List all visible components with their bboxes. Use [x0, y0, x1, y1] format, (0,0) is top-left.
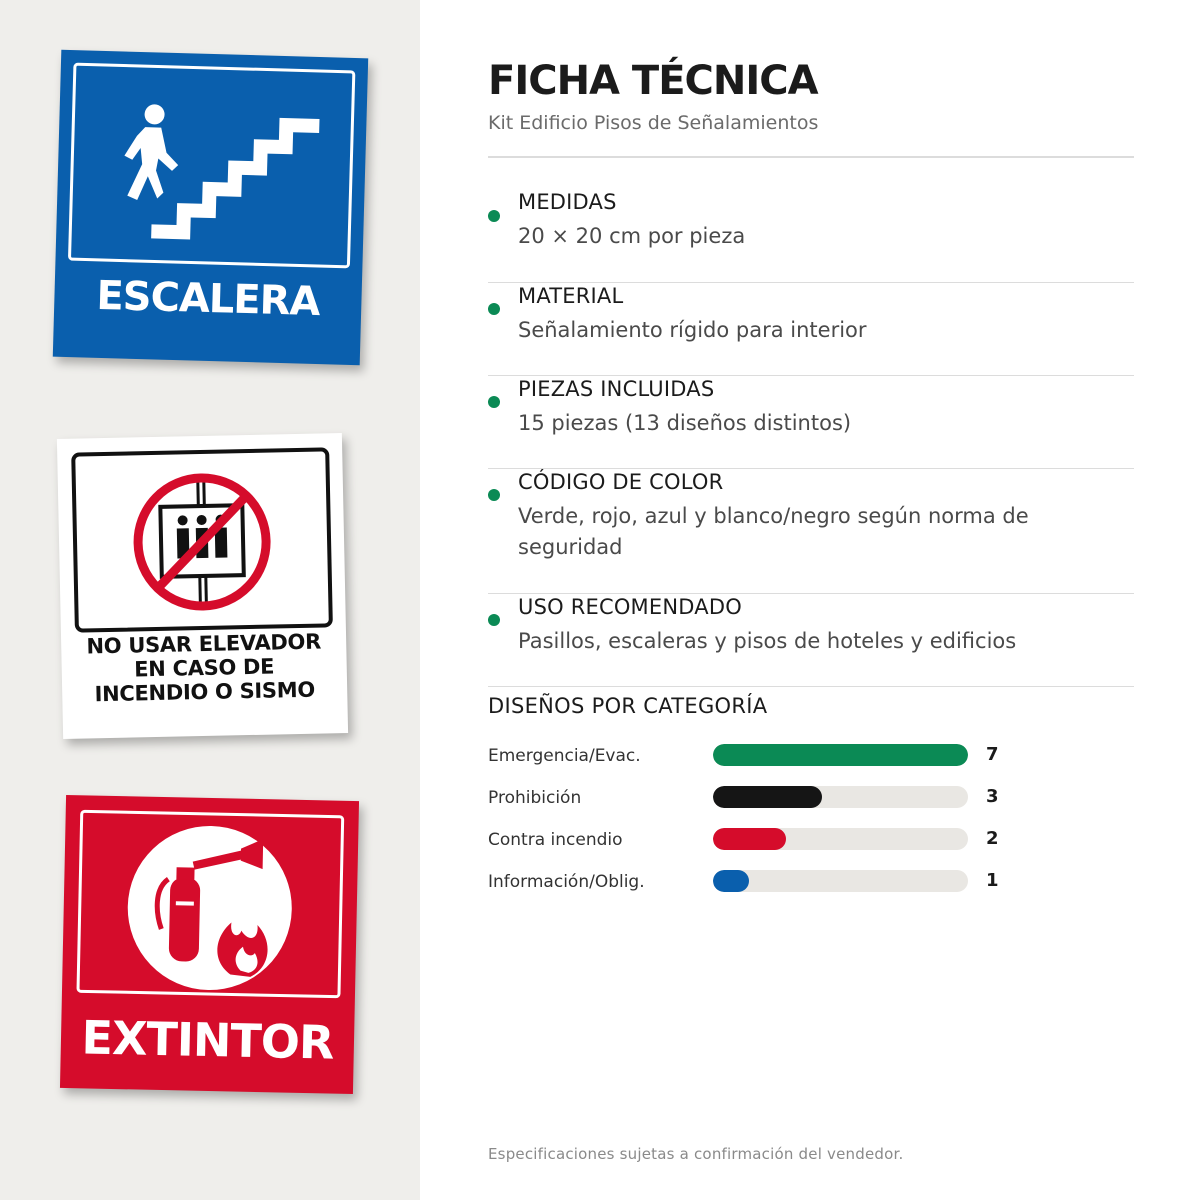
extinguisher-sign-caption: EXTINTOR	[81, 1010, 334, 1070]
page-subtitle: Kit Edificio Pisos de Señalamientos	[488, 112, 819, 134]
categories-title: DISEÑOS POR CATEGORÍA	[488, 694, 768, 718]
spec-value: 20 × 20 cm por pieza	[518, 224, 746, 248]
bullet-icon	[488, 489, 500, 501]
category-bar-track	[713, 786, 968, 808]
no-elevator-sign	[57, 433, 348, 739]
category-label: Emergencia/Evac.	[488, 746, 641, 766]
spec-item-medidas	[488, 160, 1134, 283]
category-count: 7	[986, 744, 999, 765]
category-count: 2	[986, 828, 999, 849]
footnote: Especificaciones sujetas a confirmación del vendedor.	[488, 1145, 904, 1163]
spec-item-material	[488, 283, 1134, 376]
spec-value: Verde, rojo, azul y blanco/negro según norma de seguridad	[518, 504, 1029, 559]
spec-item-piezas	[488, 376, 1134, 469]
category-label: Información/Oblig.	[488, 872, 645, 892]
spec-list	[488, 160, 1134, 687]
category-bar-track	[713, 744, 968, 766]
category-label: Contra incendio	[488, 830, 623, 850]
bullet-icon	[488, 396, 500, 408]
category-bar-fill	[713, 786, 822, 808]
page-title: FICHA TÉCNICA	[488, 58, 818, 104]
spec-label: CÓDIGO DE COLOR	[518, 470, 724, 494]
bullet-icon	[488, 210, 500, 222]
spec-item-uso	[488, 594, 1134, 687]
spec-label: MEDIDAS	[518, 190, 617, 214]
category-count: 3	[986, 786, 999, 807]
extinguisher-sign	[60, 795, 359, 1094]
spec-value: Señalamiento rígido para interior	[518, 318, 867, 342]
category-row	[488, 743, 1134, 769]
category-count: 1	[986, 870, 999, 891]
category-bar-fill	[713, 828, 786, 850]
spec-item-codigo-color	[488, 469, 1134, 594]
no-elevator-sign-caption: NO USAR ELEVADOR EN CASO DE INCENDIO O SISMO	[86, 629, 322, 707]
bullet-icon	[488, 614, 500, 626]
category-row	[488, 869, 1134, 895]
category-bar-fill	[713, 744, 968, 766]
category-bar-fill	[713, 870, 749, 892]
stairs-sign	[53, 50, 368, 365]
category-row	[488, 827, 1134, 853]
spec-value: 15 piezas (13 diseños distintos)	[518, 411, 852, 435]
spec-label: USO RECOMENDADO	[518, 595, 742, 619]
category-row	[488, 785, 1134, 811]
stairs-sign-caption: ESCALERA	[95, 272, 321, 326]
title-divider	[488, 156, 1134, 158]
spec-label: PIEZAS INCLUIDAS	[518, 377, 715, 401]
spec-label: MATERIAL	[518, 284, 624, 308]
bullet-icon	[488, 303, 500, 315]
category-bar-track	[713, 828, 968, 850]
product-image-panel	[0, 0, 420, 1200]
category-bar-track	[713, 870, 968, 892]
category-label: Prohibición	[488, 788, 582, 808]
technical-sheet	[488, 0, 1134, 1200]
spec-value: Pasillos, escaleras y pisos de hoteles y edificios	[518, 629, 1017, 653]
